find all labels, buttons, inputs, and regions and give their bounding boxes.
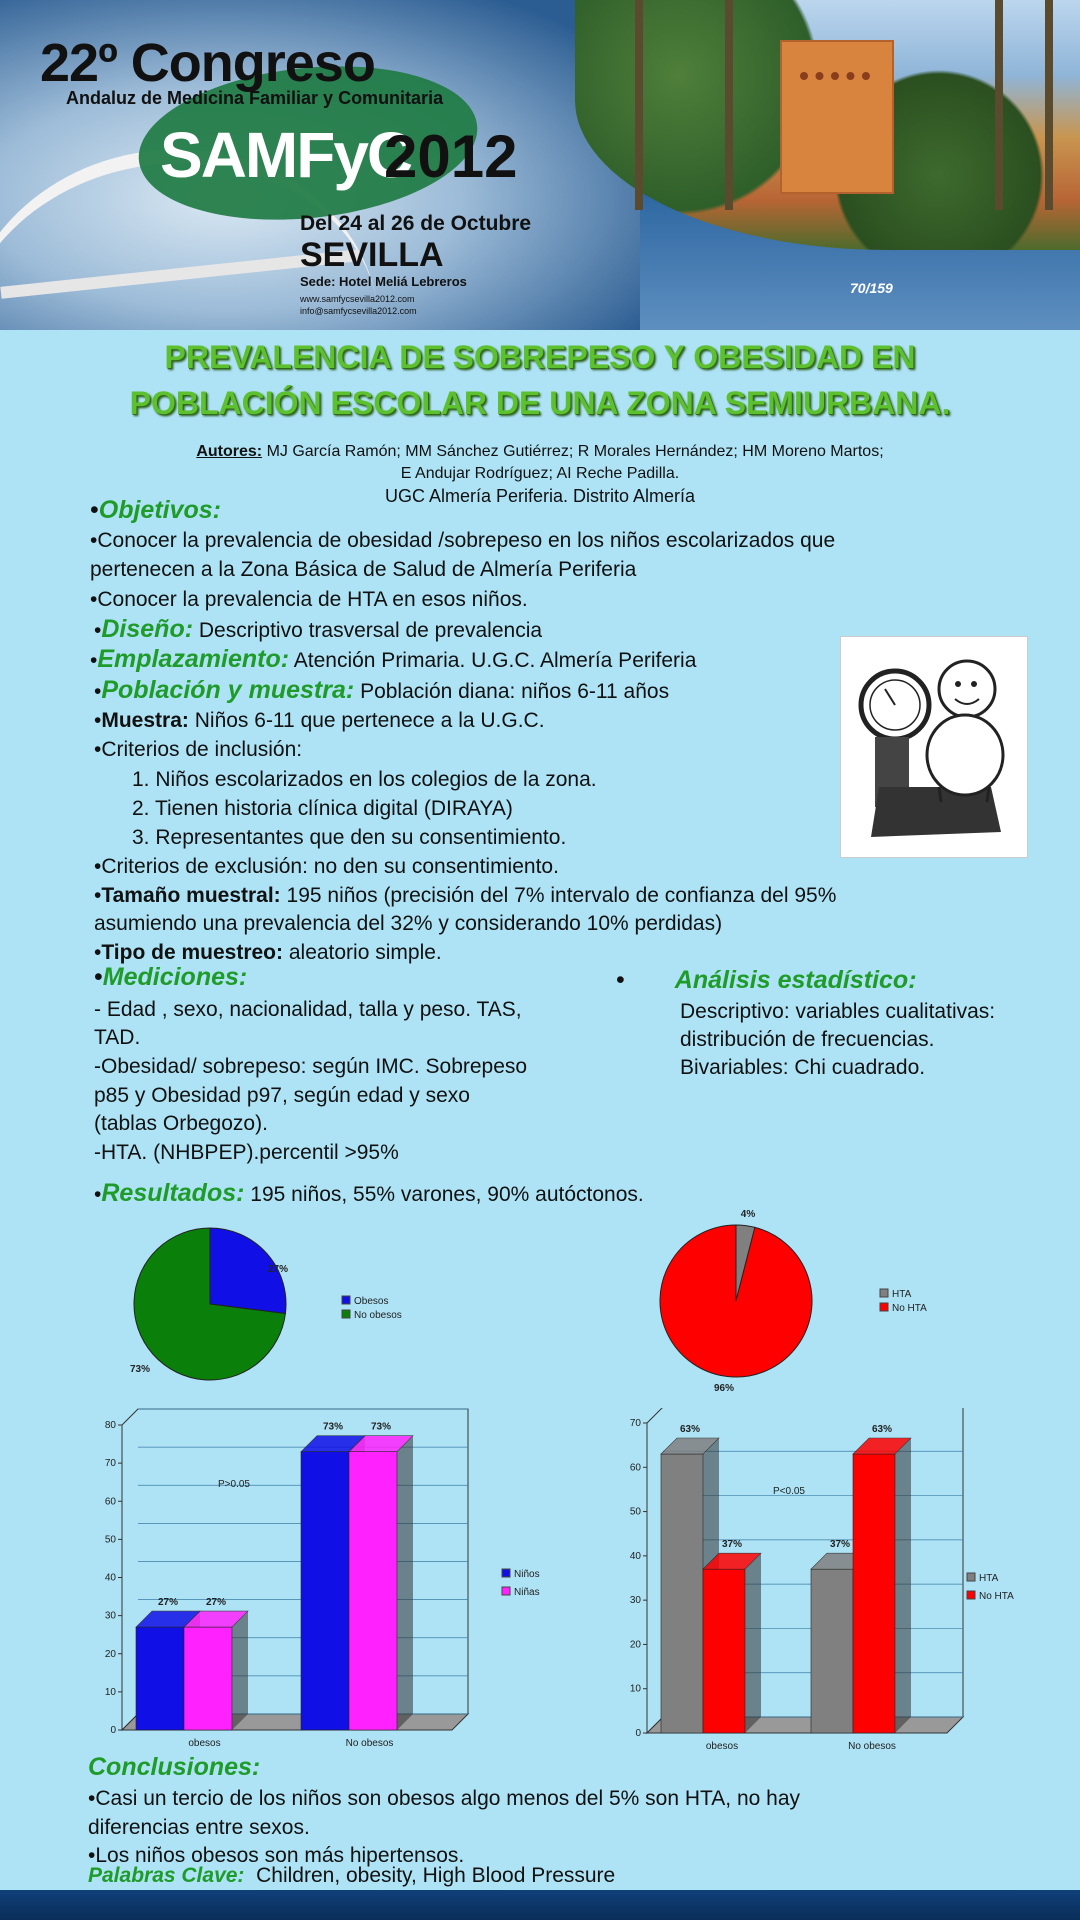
bar-value-label: 73% <box>322 1421 344 1433</box>
legend-swatch <box>880 1303 888 1311</box>
pie-slice <box>660 1225 812 1377</box>
palm-image <box>725 0 733 210</box>
pie-slice-label: 73% <box>129 1364 151 1375</box>
objetivos-item2: •Conocer la prevalencia de HTA en esos niños. <box>90 588 528 611</box>
y-tick-label: 70 <box>104 1458 116 1470</box>
tipo-text: aleatorio simple. <box>288 941 442 964</box>
tipo-label: Tipo de muestreo: <box>101 941 283 964</box>
tamano-label: Tamaño muestral: <box>101 884 281 907</box>
analisis-heading: • Análisis estadístico: <box>616 966 917 994</box>
congress-city: SEVILLA <box>300 236 444 274</box>
legend-label: HTA <box>979 1573 999 1584</box>
p-value-annotation: P<0.05 <box>773 1486 805 1497</box>
conclusiones-heading-text: Conclusiones: <box>88 1753 261 1781</box>
resultados-text: 195 niños, 55% varones, 90% autóctonos. <box>250 1183 644 1206</box>
poster-title-line1: PREVALENCIA DE SOBREPESO Y OBESIDAD EN <box>164 339 916 375</box>
y-tick-label: 60 <box>629 1462 641 1474</box>
y-tick-label: 0 <box>635 1728 641 1739</box>
emplazamiento-heading: Emplazamiento: <box>97 645 290 673</box>
bar-side <box>397 1436 413 1730</box>
hta-by-obesity-bar-chart <box>625 1408 1065 1758</box>
palm-image <box>1045 0 1053 210</box>
muestra-label: Muestra: <box>101 709 189 732</box>
bar-value-label: 27% <box>157 1597 179 1609</box>
inclusion-heading: •Criterios de inclusión: <box>94 738 303 761</box>
resultados-heading: Resultados: <box>101 1179 245 1207</box>
congress-website-link[interactable]: www.samfycsevilla2012.com <box>300 294 415 304</box>
mediciones-line: TAD. <box>94 1026 141 1049</box>
diseno-heading: Diseño: <box>101 615 194 643</box>
objetivos-heading: •Objetivos: <box>90 496 222 524</box>
poblacion-line: •Población y muestra: Población diana: niños 6-11 años <box>94 676 670 704</box>
p-value-annotation: P>0.05 <box>218 1479 250 1490</box>
y-tick-label: 20 <box>104 1648 116 1660</box>
congress-dates: Del 24 al 26 de Octubre <box>300 212 532 235</box>
legend-swatch <box>967 1591 975 1599</box>
mediciones-line: -HTA. (NHBPEP).percentil >95% <box>94 1141 399 1164</box>
palm-image <box>995 0 1003 210</box>
bar <box>661 1454 703 1733</box>
mediciones-line: - Edad , sexo, nacionalidad, talla y peso. TAS, <box>94 998 522 1021</box>
bar-value-label: 63% <box>679 1424 701 1435</box>
legend-label: No obesos <box>354 1310 402 1321</box>
bar <box>349 1452 397 1730</box>
y-tick-label: 30 <box>104 1610 116 1622</box>
congress-year: 2012 <box>384 123 518 190</box>
diseno-text: Descriptivo trasversal de prevalencia <box>198 619 543 642</box>
authors-list: MJ García Ramón; MM Sánchez Gutiérrez; R Morales Hernández; HM Moreno Martos; <box>266 443 884 460</box>
inclusion-item: 1. Niños escolarizados en los colegios de la zona. <box>132 768 597 791</box>
palabras-clave-text: Children, obesity, High Blood Pressure <box>256 1864 616 1887</box>
legend-swatch <box>342 1310 350 1318</box>
y-tick-label: 10 <box>629 1683 641 1695</box>
y-tick-label: 60 <box>104 1496 116 1508</box>
legend-swatch <box>880 1289 888 1297</box>
pie-slice-label: 27% <box>267 1264 289 1275</box>
bar <box>136 1627 184 1730</box>
palace-image <box>780 40 894 194</box>
poster-title-line2: POBLACIÓN ESCOLAR DE UNA ZONA SEMIURBANA. <box>129 385 951 421</box>
bar-side <box>895 1438 911 1733</box>
objetivos-heading-text: Objetivos: <box>98 496 222 524</box>
legend-label: No HTA <box>892 1303 927 1314</box>
y-tick-label: 70 <box>629 1418 641 1429</box>
bar-value-label: 27% <box>205 1597 227 1609</box>
hta-pie-chart <box>640 1205 970 1400</box>
bar-side <box>745 1553 761 1733</box>
mediciones-line: -Obesidad/ sobrepeso: según IMC. Sobrepeso <box>94 1055 528 1078</box>
legend-label: Niñas <box>514 1587 540 1598</box>
x-tick-label: obesos <box>188 1738 221 1749</box>
y-tick-label: 20 <box>629 1639 641 1651</box>
tamano-line2: asumiendo una prevalencia del 32% y considerando 10% perdidas) <box>94 912 723 935</box>
page-number: 70/159 <box>850 280 893 296</box>
poblacion-text: Población diana: niños 6-11 años <box>360 680 670 703</box>
legend-swatch <box>502 1587 510 1595</box>
y-tick-label: 10 <box>104 1686 116 1698</box>
y-tick-label: 40 <box>629 1550 641 1562</box>
emplazamiento-line: •Emplazamiento: Atención Primaria. U.G.C. Almería Periferia <box>90 645 697 673</box>
tamano-text: 195 niños (precisión del 7% intervalo de confianza del 95% <box>286 884 837 907</box>
bar <box>301 1452 349 1730</box>
child-on-scale-illustration <box>840 636 1028 858</box>
brand-logo: SAMFyC <box>160 119 412 191</box>
mediciones-heading: •Mediciones: <box>94 963 248 991</box>
inclusion-item: 2. Tienen historia clínica digital (DIRAYA) <box>132 797 513 820</box>
authors-line2: E Andujar Rodríguez; AI Reche Padilla. <box>400 465 680 482</box>
bar <box>811 1569 853 1733</box>
x-tick-label: No obesos <box>345 1738 394 1749</box>
bar-value-label: 37% <box>829 1539 851 1551</box>
scale-drawing <box>841 637 1027 857</box>
bar <box>703 1569 745 1733</box>
emplazamiento-text: Atención Primaria. U.G.C. Almería Periferia <box>293 649 697 672</box>
bar-value-label: 37% <box>721 1539 743 1551</box>
bar-value-label: 73% <box>370 1421 392 1433</box>
analisis-line: Bivariables: Chi cuadrado. <box>680 1056 926 1079</box>
legend-swatch <box>967 1573 975 1581</box>
mediciones-line: (tablas Orbegozo). <box>94 1112 268 1135</box>
y-tick-label: 80 <box>104 1420 116 1431</box>
legend-label: Niños <box>514 1569 540 1580</box>
obesity-pie-chart <box>110 1220 440 1390</box>
legend-swatch <box>342 1296 350 1304</box>
x-tick-label: No obesos <box>848 1741 896 1752</box>
conclusiones-line: •Los niños obesos son más hipertensos. <box>88 1844 465 1867</box>
tamano-line1: •Tamaño muestral: 195 niños (precisión del 7% intervalo de confianza del 95% <box>94 884 837 907</box>
poblacion-heading: Población y muestra: <box>101 676 355 704</box>
congress-subtitle: Andaluz de Medicina Familiar y Comunitaria <box>66 88 444 108</box>
legend-label: Obesos <box>354 1296 389 1307</box>
bar <box>853 1454 895 1733</box>
authors-line1 <box>0 441 1080 463</box>
analisis-heading-text: Análisis estadístico: <box>674 966 917 994</box>
palm-image <box>635 0 643 210</box>
congress-number: 22º Congreso <box>40 33 375 93</box>
authors-label: Autores: <box>196 443 263 460</box>
x-tick-label: obesos <box>705 1741 739 1752</box>
palabras-clave-line <box>88 1862 615 1890</box>
conclusiones-line: diferencias entre sexos. <box>88 1816 310 1839</box>
objetivos-item1-line1: •Conocer la prevalencia de obesidad /sobrepeso en los niños escolarizados que <box>90 529 836 552</box>
tipo-line: •Tipo de muestreo: aleatorio simple. <box>94 941 442 964</box>
conclusiones-heading <box>88 1753 260 1781</box>
congress-banner <box>0 0 1080 330</box>
congress-venue: Sede: Hotel Meliá Lebreros <box>300 274 467 289</box>
bar-side <box>232 1611 248 1730</box>
conclusiones-line: •Casi un tercio de los niños son obesos algo menos del 5% son HTA, no hay <box>88 1787 801 1810</box>
resultados-line: •Resultados: 195 niños, 55% varones, 90% autóctonos. <box>94 1179 644 1207</box>
muestra-line: •Muestra: Niños 6-11 que pertenece a la U.G.C. <box>94 709 545 732</box>
bar-value-label: 63% <box>871 1424 893 1435</box>
bar <box>184 1627 232 1730</box>
analisis-line: Descriptivo: variables cualitativas: <box>680 1000 996 1023</box>
legend-swatch <box>502 1569 510 1577</box>
palabras-clave-heading: Palabras Clave: <box>88 1864 245 1887</box>
exclusion-line: •Criterios de exclusión: no den su consentimiento. <box>94 855 559 878</box>
legend-label: HTA <box>892 1289 912 1300</box>
congress-email-link[interactable]: info@samfycsevilla2012.com <box>300 306 417 316</box>
analisis-line: distribución de frecuencias. <box>680 1028 935 1051</box>
footer-bar <box>0 1890 1080 1920</box>
affiliation: UGC Almería Periferia. Distrito Almería <box>384 486 696 506</box>
y-tick-label: 40 <box>104 1572 116 1584</box>
objetivos-item1-line2: pertenecen a la Zona Básica de Salud de Almería Periferia <box>90 558 637 581</box>
diseno-line: •Diseño: Descriptivo trasversal de prevalencia <box>94 615 543 643</box>
legend-label: No HTA <box>979 1591 1014 1602</box>
obesity-by-sex-bar-chart <box>100 1405 560 1755</box>
pie-slice-label: 4% <box>740 1209 756 1220</box>
muestra-text: Niños 6-11 que pertenece a la U.G.C. <box>194 709 545 732</box>
y-tick-label: 30 <box>629 1595 641 1607</box>
mediciones-line: p85 y Obesidad p97, según edad y sexo <box>94 1084 470 1107</box>
y-tick-label: 50 <box>629 1506 641 1518</box>
inclusion-item: 3. Representantes que den su consentimiento. <box>132 826 567 849</box>
mediciones-heading-text: Mediciones: <box>102 963 248 991</box>
y-tick-label: 0 <box>110 1725 116 1736</box>
y-tick-label: 50 <box>104 1534 116 1546</box>
pie-slice-label: 96% <box>713 1383 735 1394</box>
